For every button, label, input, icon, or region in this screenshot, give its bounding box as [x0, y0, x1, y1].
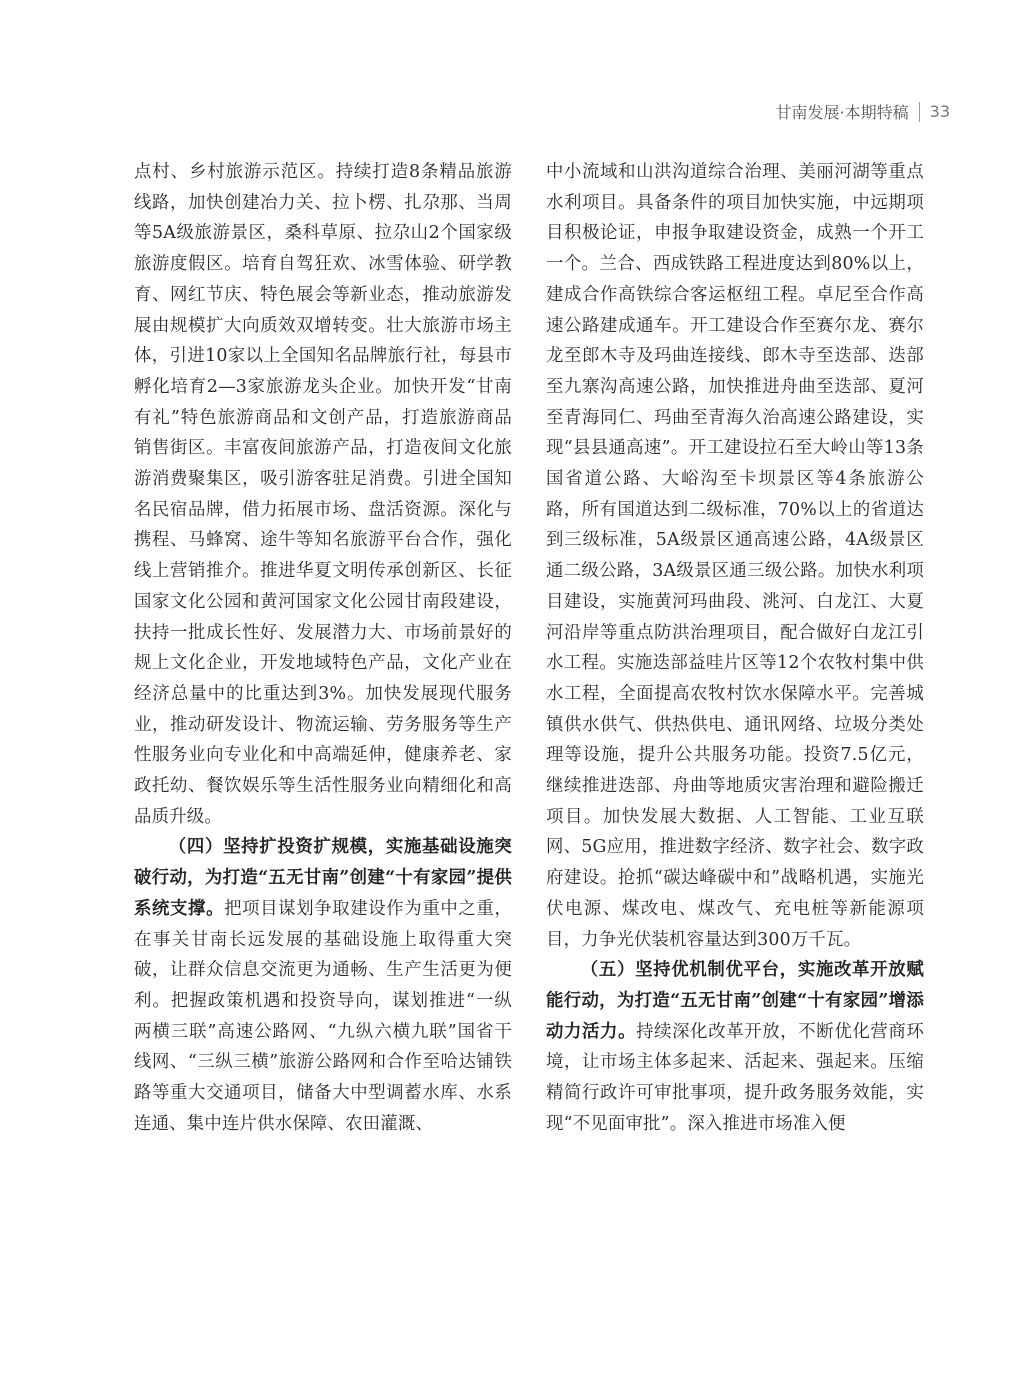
running-header — [776, 100, 950, 123]
paragraph — [546, 955, 924, 1139]
header-title: 甘南发展·本期特稿 — [775, 103, 909, 122]
header-divider — [919, 102, 920, 122]
paragraph — [134, 832, 512, 1139]
left-column — [134, 157, 512, 1140]
paragraph-text: 把项目谋划争取建设作为重中之重，在事关甘南长远发展的基础设施上取得重大突破，让群众信息交流更为通畅、生产生活更为便利。把握政策机遇和投资导向，谋划推进“一纵两横三联”高速公路网、“九纵六横九联”国省干线网、“三纵三横”旅游公路网和合作至哈达铺铁路等重大交通项目，储备大中型调蓄水库、水系连通、集中连片供水保障、农田灌溉、 — [134, 898, 512, 1134]
section-heading: （四）坚持扩投资扩规模，实施基础设施突破行动，为打造“五无甘南”创建“十有家园”提供系统支撑。 — [134, 837, 512, 919]
paragraph-text: 持续深化改革开放，不断优化营商环境，让市场主体多起来、活起来、强起来。压缩精简行政许可审批事项，提升政务服务效能，实现“不见面审批”。深入推进市场准入便 — [546, 1021, 924, 1134]
section-heading: （五）坚持优机制优平台，实施改革开放赋能行动，为打造“五无甘南”创建“十有家园”增添动力活力。 — [546, 960, 924, 1042]
paragraph: 中小流域和山洪沟道综合治理、美丽河湖等重点水利项目。具备条件的项目加快实施，中远期项目积极论证，申报争取建设资金，成熟一个开工一个。兰合、西成铁路工程进度达到80%以上，建成合作高铁综合客运枢纽工程。卓尼至合作高速公路建成通车。开工建设合作至赛尔龙、赛尔龙至郎木寺及玛曲连接线、郎木寺至迭部、迭部至九寨沟高速公路，加快推进舟曲至迭部、夏河至青海同仁、玛曲至青海久治高速公路建设，实现“县县通高速”。开工建设拉石至大岭山等13条国省道公路、大峪沟至卡坝景区等4条旅游公路，所有国道达到二级标准，70%以上的省道达到三级标准，5A级景区通高速公路，4A级景区通二级公路，3A级景区通三级公路。加快水利项目建设，实施黄河玛曲段、洮河、白龙江、大夏河沿岸等重点防洪治理项目，配合做好白龙江引水工程。实施迭部益哇片区等12个农牧村集中供水工程，全面提高农牧村饮水保障水平。完善城镇供水供气、供热供电、通讯网络、垃圾分类处理等设施，提升公共服务功能。投资7.5亿元，继续推进迭部、舟曲等地质灾害治理和避险搬迁项目。加快发展大数据、人工智能、工业互联网、5G应用，推进数字经济、数字社会、数字政府建设。抢抓“碳达峰碳中和”战略机遇，实施光伏电源、煤改电、煤改气、充电桩等新能源项目，力争光伏装机容量达到300万千瓦。 — [546, 162, 924, 950]
right-column — [546, 157, 924, 1140]
page-number: 33 — [929, 102, 950, 121]
paragraph: 点村、乡村旅游示范区。持续打造8条精品旅游线路，加快创建冶力关、拉卜楞、扎尕那、当周等5A级旅游景区，桑科草原、拉尕山2个国家级旅游度假区。培育自驾狂欢、冰雪体验、研学教育、网红节庆、特色展会等新业态，推动旅游发展由规模扩大向质效双增转变。壮大旅游市场主体，引进10家以上全国知名品牌旅行社，每县市孵化培育2—3家旅游龙头企业。加快开发“甘南有礼”特色旅游商品和文创产品，打造旅游商品销售街区。丰富夜间旅游产品，打造夜间文化旅游消费聚集区，吸引游客驻足消费。引进全国知名民宿品牌，借力拓展市场、盘活资源。深化与携程、马蜂窝、途牛等知名旅游平台合作，强化线上营销推介。推进华夏文明传承创新区、长征国家文化公园和黄河国家文化公园甘南段建设，扶持一批成长性好、发展潜力大、市场前景好的规上文化企业，开发地域特色产品，文化产业在经济总量中的比重达到3%。加快发展现代服务业，推动研发设计、物流运输、劳务服务等生产性服务业向专业化和中高端延伸，健康养老、家政托幼、餐饮娱乐等生活性服务业向精细化和高品质升级。 — [134, 162, 512, 827]
